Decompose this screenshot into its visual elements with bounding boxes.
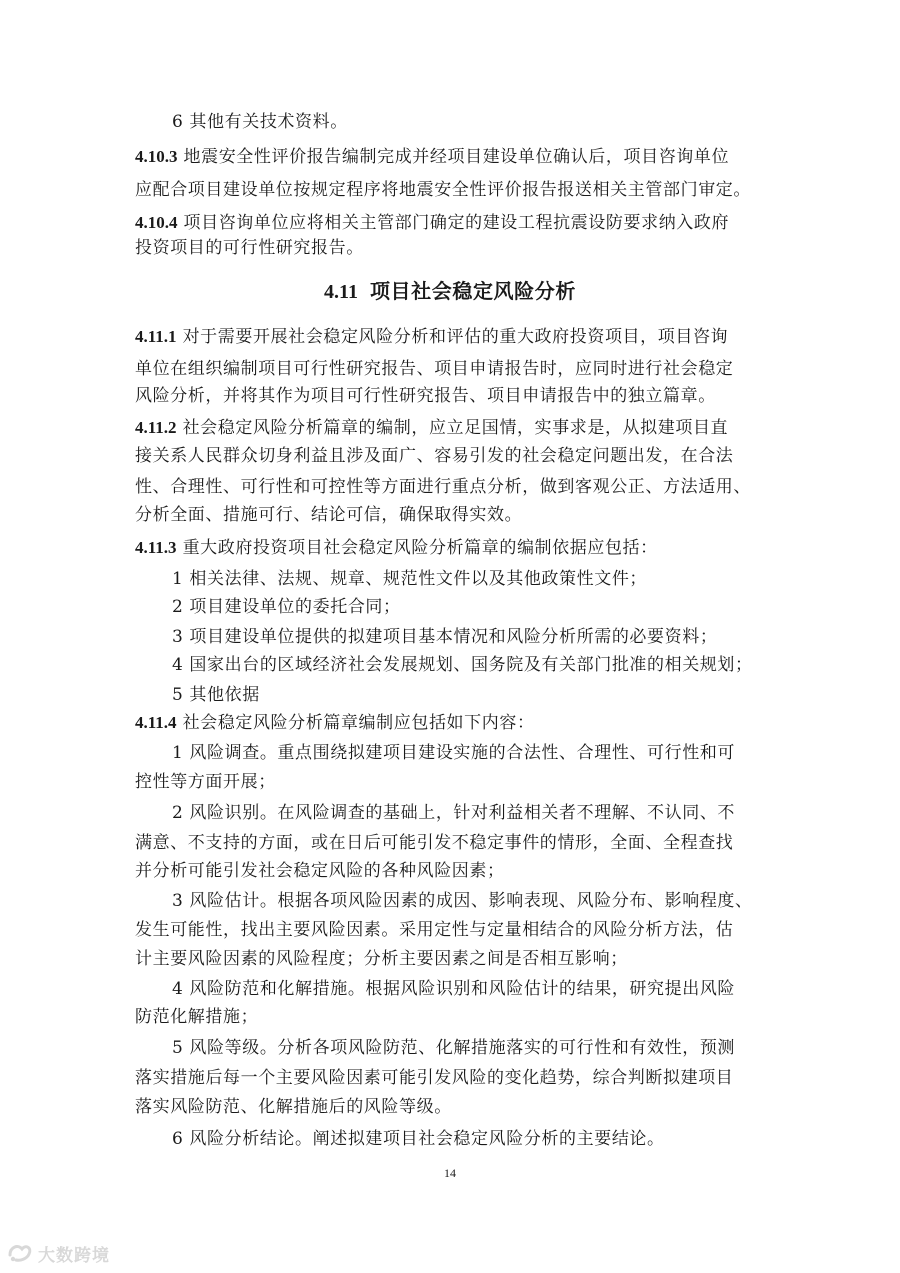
watermark [6,1240,110,1266]
list-item-continuation: 控性等方面开展； [135,772,276,792]
list-item: 6 风险分析结论。阐述拟建项目社会稳定风险分析的主要结论。 [172,1129,665,1149]
clause-4-11-2 [135,416,728,440]
page-number: 14 [444,1166,456,1180]
section-heading-4-11 [0,277,900,306]
list-item: 5 风险等级。分析各项风险防范、化解措施落实的可行性和有效性，预测 [172,1038,736,1058]
list-item-continuation: 防范化解措施； [135,1007,259,1027]
clause-4-11-3 [135,536,658,560]
watermark-text: 大数跨境 [38,1245,110,1266]
clause-number: 4.10.4 [135,213,178,232]
list-item: 1 风险调查。重点围绕拟建项目建设实施的合法性、合理性、可行性和可 [172,743,736,763]
list-item-continuation: 并分析可能引发社会稳定风险的各种风险因素； [135,861,505,881]
list-item-continuation: 落实风险防范、化解措施后的风险等级。 [135,1097,452,1117]
clause-number: 4.10.3 [135,147,178,166]
clause-text: 社会稳定风险分析篇章的编制，应立足国情，实事求是，从拟建项目直 [182,418,729,438]
list-item-continuation: 发生可能性，找出主要风险因素。采用定性与定量相结合的风险分析方法，估 [135,920,734,940]
clause-text: 地震安全性评价报告编制完成并经项目建设单位确认后，项目咨询单位 [183,147,730,167]
watermark-logo-icon [6,1241,34,1265]
clause-number: 4.11.3 [135,538,177,557]
clause-text: 项目咨询单位应将相关主管部门确定的建设工程抗震设防要求纳入政府 [183,213,730,233]
list-item-continuation: 落实措施后每一个主要风险因素可能引发风险的变化趋势，综合判断拟建项目 [135,1068,734,1088]
section-number: 4.11 [324,281,358,303]
section-title: 项目社会稳定风险分析 [369,279,576,303]
clause-number: 4.11.4 [135,713,177,732]
clause-4-10-4 [135,211,729,235]
list-item-continuation: 计主要风险因素的风险程度；分析主要因素之间是否相互影响； [135,949,628,969]
clause-text: 分析全面、措施可行、结论可信，确保取得实效。 [135,505,523,525]
clause-text: 重大政府投资项目社会稳定风险分析篇章的编制依据应包括： [182,538,658,558]
list-item: 3 项目建设单位提供的拟建项目基本情况和风险分析所需的必要资料； [172,627,718,647]
clause-text: 接关系人民群众切身利益且涉及面广、容易引发的社会稳定问题出发，在合法 [135,446,734,466]
clause-text: 对于需要开展社会稳定风险分析和评估的重大政府投资项目，项目咨询 [182,327,729,347]
clause-number: 4.11.2 [135,418,177,437]
clause-text: 性、合理性、可行性和可控性等方面进行重点分析，做到客观公正、方法适用、 [135,477,751,497]
list-item: 2 风险识别。在风险调查的基础上，针对利益相关者不理解、不认同、不 [172,803,736,823]
list-item: 4 风险防范和化解措施。根据风险识别和风险估计的结果，研究提出风险 [172,979,736,999]
list-item: 6 其他有关技术资料。 [172,112,348,132]
clause-text: 社会稳定风险分析篇章编制应包括如下内容： [182,713,535,733]
list-item: 1 相关法律、法规、规章、规范性文件以及其他政策性文件； [172,569,648,589]
list-item: 5 其他依据 [172,685,260,705]
clause-4-11-4 [135,711,535,735]
clause-text: 投资项目的可行性研究报告。 [135,238,364,258]
clause-text: 应配合项目建设单位按规定程序将地震安全性评价报告报送相关主管部门审定。 [135,180,751,200]
clause-4-10-3 [135,145,729,169]
list-item: 3 风险估计。根据各项风险因素的成因、影响表现、风险分布、影响程度、 [172,891,753,911]
clause-number: 4.11.1 [135,327,177,346]
list-item-continuation: 满意、不支持的方面，或在日后可能引发不稳定事件的情形，全面、全程查找 [135,833,734,853]
clause-text: 单位在组织编制项目可行性研究报告、项目申请报告时，应同时进行社会稳定 [135,359,734,379]
clause-text: 风险分析，并将其作为项目可行性研究报告、项目申请报告中的独立篇章。 [135,386,716,406]
list-item: 4 国家出台的区域经济社会发展规划、国务院及有关部门批准的相关规划； [172,655,753,675]
clause-4-11-1 [135,325,728,349]
list-item: 2 项目建设单位的委托合同； [172,597,401,617]
